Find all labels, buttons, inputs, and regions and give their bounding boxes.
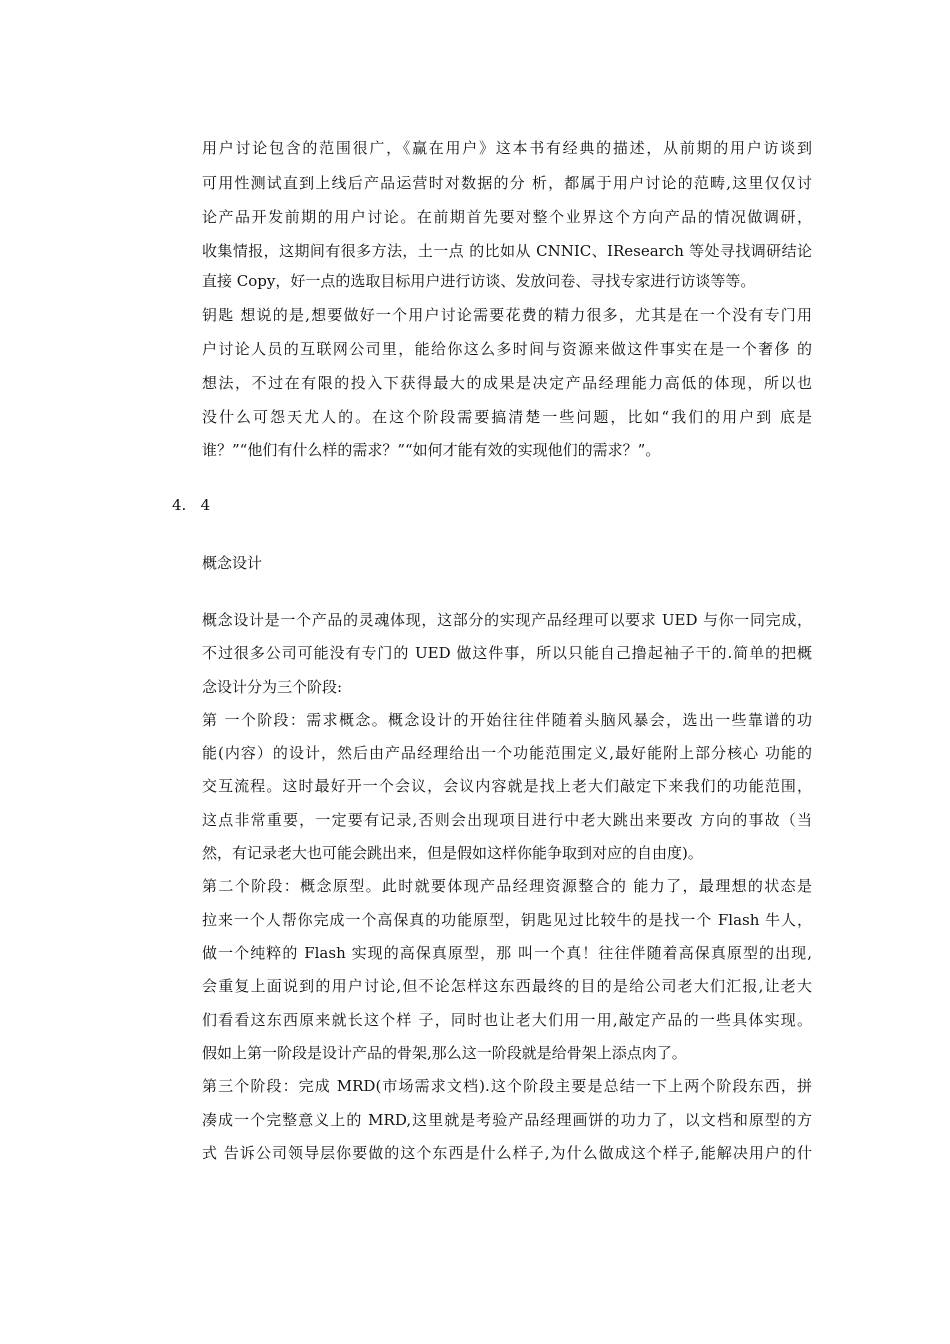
paragraph-5-line-2: 拉来一个人帮你完成一个高保真的功能原型，钥匙见过比较牛的是找一个 Flash 牛人， (202, 911, 812, 929)
paragraph-5-line-4: 会重复上面说到的用户讨论,但不论怎样这东西最终的目的是给公司老大们汇报,让老大 (202, 977, 812, 995)
paragraph-5-line-1: 第二个阶段：概念原型。此时就要体现产品经理资源整合的 能力了，最理想的状态是 (202, 877, 812, 895)
section-number-prefix: 4. (172, 496, 187, 514)
paragraph-5-line-6: 假如上第一阶段是设计产品的骨架,那么这一阶段就是给骨架上添点肉了。 (202, 1044, 687, 1062)
paragraph-3-line-2: 不过很多公司可能没有专门的 UED 做这件事，所以只能自己撸起袖子干的.简单的把概 (202, 644, 812, 662)
paragraph-3-line-3: 念设计分为三个阶段: (202, 678, 343, 696)
paragraph-1-line-4: 收集情报，这期间有很多方法，土一点 的比如从 CNNIC、IResearch 等处寻找调研结论 (202, 242, 812, 260)
section-title: 概念设计 (202, 554, 263, 572)
paragraph-4-line-4: 这点非常重要，一定要有记录,否则会出现项目进行中老大跳出来要改 方向的事故（当 (202, 811, 812, 829)
paragraph-2-line-3: 想法，不过在有限的投入下获得最大的成果是决定产品经理能力高低的体现，所以也 (202, 374, 812, 392)
paragraph-4-line-2: 能(内容）的设计，然后由产品经理给出一个功能范围定义,最好能附上部分核心 功能的 (202, 744, 812, 762)
paragraph-5-line-5: 们看看这东西原来就长这个样 子，同时也让老大们用一用,敲定产品的一些具体实现。 (202, 1011, 812, 1029)
paragraph-2-line-4: 没什么可怨天尤人的。在这个阶段需要搞清楚一些问题，比如“我们的用户到 底是 (202, 408, 812, 426)
paragraph-6-line-2: 凑成一个完整意义上的 MRD,这里就是考验产品经理画饼的功力了，以文档和原型的方 (202, 1111, 812, 1129)
paragraph-4-line-5: 然，有记录老大也可能会跳出来，但是假如这样你能争取到对应的自由度)。 (202, 844, 703, 862)
paragraph-2-line-5: 谁？”“他们有什么样的需求？”“如何才能有效的实现他们的需求？”。 (202, 441, 661, 459)
paragraph-1-line-2: 可用性测试直到上线后产品运营时对数据的分 析，都属于用户讨论的范畴,这里仅仅讨 (202, 174, 812, 192)
paragraph-4-line-1: 第 一个阶段：需求概念。概念设计的开始往往伴随着头脑风暴会，选出一些靠谱的功 (202, 711, 812, 729)
paragraph-2-line-1: 钥匙 想说的是,想要做好一个用户讨论需要花费的精力很多，尤其是在一个没有专门用 (202, 306, 812, 324)
paragraph-6-line-3: 式 告诉公司领导层你要做的这个东西是什么样子,为什么做成这个样子,能解决用户的什 (202, 1144, 812, 1162)
paragraph-2-line-2: 户讨论人员的互联网公司里，能给你这么多时间与资源来做这件事实在是一个奢侈 的 (202, 340, 812, 358)
section-number-value: 4 (200, 496, 211, 514)
paragraph-5-line-3: 做一个纯粹的 Flash 实现的高保真原型，那 叫一个真！往往伴随着高保真原型的出现, (202, 944, 812, 962)
paragraph-1-line-3: 论产品开发前期的用户讨论。在前期首先要对整个业界这个方向产品的情况做调研， (202, 208, 812, 226)
section-number (172, 495, 210, 515)
paragraph-1-line-5: 直接 Copy，好一点的选取目标用户进行访谈、发放问卷、寻找专家进行访谈等等。 (202, 272, 756, 290)
paragraph-4-line-3: 交互流程。这时最好开一个会议，会议内容就是找上老大们敲定下来我们的功能范围， (202, 777, 812, 795)
paragraph-3-line-1: 概念设计是一个产品的灵魂体现，这部分的实现产品经理可以要求 UED 与你一同完成， (202, 611, 812, 629)
paragraph-1-line-1: 用户讨论包含的范围很广，《赢在用户》这本书有经典的描述，从前期的用户访谈到 (202, 139, 812, 157)
paragraph-6-line-1: 第三个阶段：完成 MRD(市场需求文档).这个阶段主要是总结一下上两个阶段东西，拼 (202, 1077, 812, 1095)
